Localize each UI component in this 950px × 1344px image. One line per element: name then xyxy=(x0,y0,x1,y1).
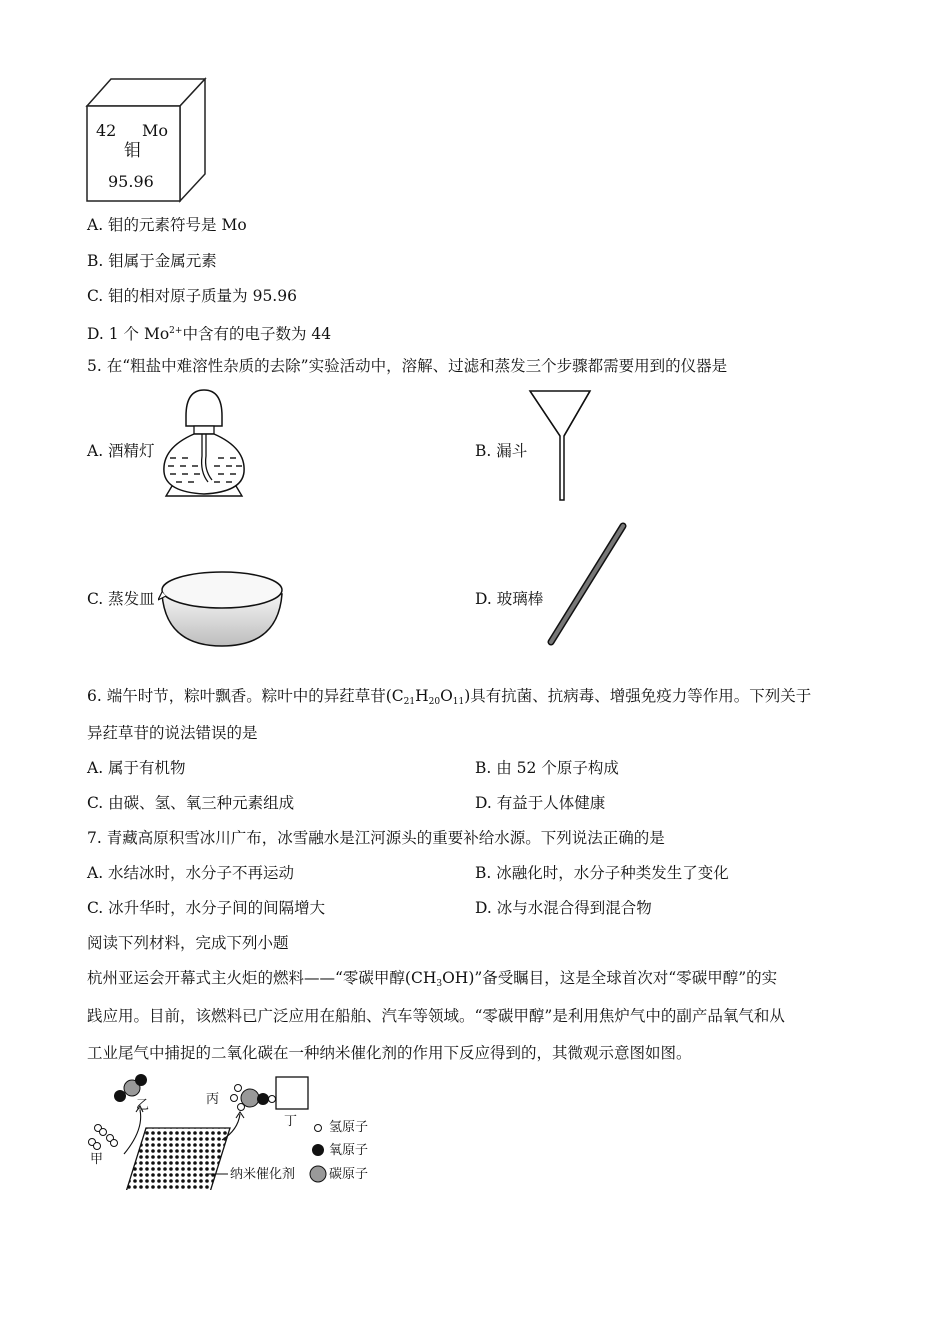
q6-option-c: C. 由碳、氢、氧三种元素组成 xyxy=(87,794,295,812)
element-card xyxy=(84,74,208,204)
q7-option-a: A. 水结冰时，水分子不再运动 xyxy=(87,864,295,882)
label-jia: 甲 xyxy=(90,1152,104,1167)
label-yi: 乙 xyxy=(136,1098,150,1113)
q6-option-a: A. 属于有机物 xyxy=(87,759,186,777)
q6-option-d: D. 有益于人体健康 xyxy=(475,794,606,812)
q5-option-c: C. 蒸发皿 xyxy=(87,590,155,608)
reaction-diagram xyxy=(84,1070,384,1190)
reading-intro: 阅读下列材料，完成下列小题 xyxy=(87,934,289,952)
q5-option-d: D. 玻璃棒 xyxy=(475,590,544,608)
label-catalyst: 纳米催化剂 xyxy=(230,1167,296,1182)
q7-option-c: C. 冰升华时，水分子间的间隔增大 xyxy=(87,899,326,917)
q4-option-d: D. 1 个 $Mo^{2+}$中含有的电子数为 44 xyxy=(87,325,332,343)
atomic-mass: 95.96 xyxy=(108,172,154,191)
q7-stem: 7. 青藏高原积雪冰川广布，冰雪融水是江河源头的重要补给水源。下列说法正确的是 xyxy=(87,829,665,847)
q5-stem: 5. 在“粗盐中难溶性杂质的去除”实验活动中，溶解、过滤和蒸发三个步骤都需要用到的仪器是 xyxy=(87,357,728,375)
alcohol-lamp-image xyxy=(156,386,252,506)
q5-option-b: B. 漏斗 xyxy=(475,442,528,460)
legend-carbon: 碳原子 xyxy=(329,1167,369,1182)
legend-hydrogen: 氢原子 xyxy=(329,1120,369,1135)
label-bing: 丙 xyxy=(206,1092,220,1107)
reading-line3: 工业尾气中捕捉的二氧化碳在一种纳米催化剂的作用下反应得到的，其微观示意图如图。 xyxy=(87,1044,692,1062)
q6-option-b: B. 由 52 个原子构成 xyxy=(475,759,619,777)
element-name: 钼 xyxy=(124,141,141,161)
funnel-image xyxy=(528,388,594,508)
q7-option-d: D. 冰与水混合得到混合物 xyxy=(475,899,652,917)
legend-oxygen: 氧原子 xyxy=(329,1143,369,1158)
reading-line1: 杭州亚运会开幕式主火炬的燃料——“零碳甲醇$(CH_3OH)$”备受瞩目，这是全球首次对“零碳甲醇”的实 xyxy=(87,969,778,989)
atomic-number: 42 xyxy=(96,121,117,140)
evaporating-dish-image xyxy=(158,564,286,654)
q7-option-b: B. 冰融化时，水分子种类发生了变化 xyxy=(475,864,729,882)
q6-stem-line2: 异荭草苷的说法错误的是 xyxy=(87,724,258,742)
q6-stem-line1: 6. 端午时节，粽叶飘香。粽叶中的异荭草苷$(C_{21}H_{20}O_{11})$具有抗菌、抗病毒、增强免疫力等作用。下列关于 xyxy=(87,687,812,707)
q4-option-b: B. 钼属于金属元素 xyxy=(87,252,217,270)
q4-option-a: A. 钼的元素符号是 Mo xyxy=(87,216,247,234)
element-symbol: Mo xyxy=(142,121,169,140)
glass-rod-image xyxy=(543,520,633,654)
q5-option-a: A. 酒精灯 xyxy=(87,442,155,460)
label-ding: 丁 xyxy=(284,1114,298,1129)
reading-line2: 践应用。目前，该燃料已广泛应用在船舶、汽车等领域。“零碳甲醇”是利用焦炉气中的副产品氧气和从 xyxy=(87,1007,785,1025)
q4-option-c: C. 钼的相对原子质量为 95.96 xyxy=(87,287,297,305)
